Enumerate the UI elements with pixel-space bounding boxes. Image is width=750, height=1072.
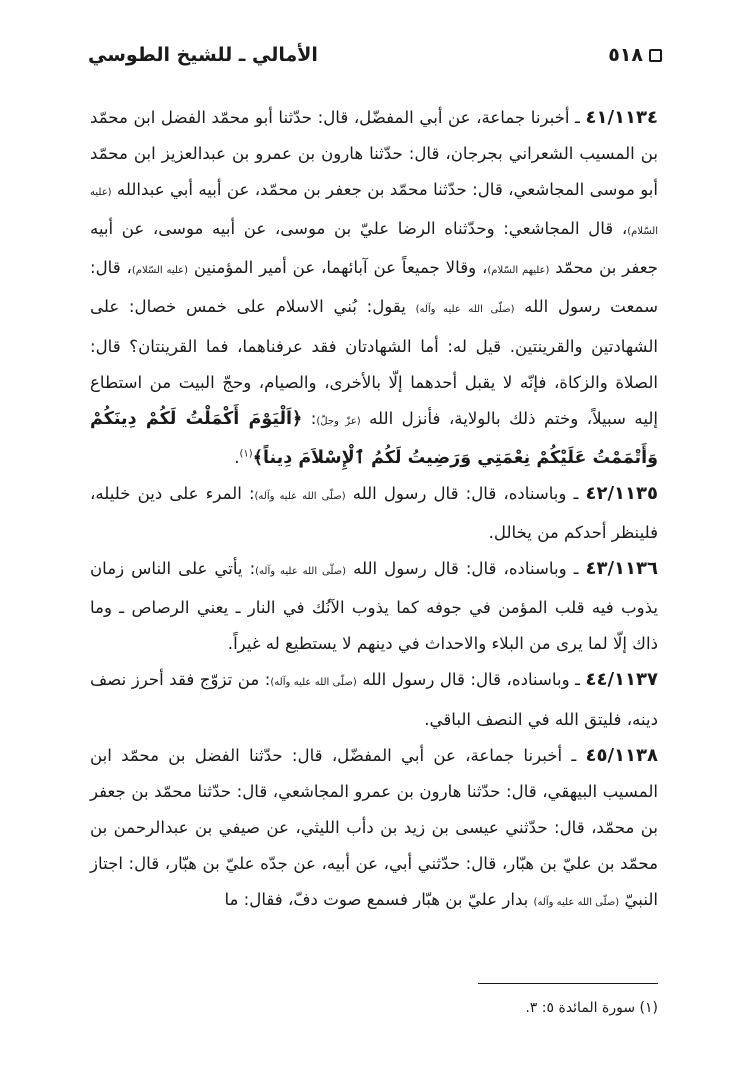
honorific: (صلّى الله عليه وآله) bbox=[254, 490, 346, 502]
hadith-text: : يأتي على الناس زمان يذوب فيه قلب المؤمن في جوفه كما يذوب الآنُك في النار ـ يعني الرصاص ـ وما ذاك إلّا لما يرى من البلاء والاحداث في دينهم لا يستطيع له غيراً. bbox=[90, 559, 658, 654]
hadith-text: : bbox=[302, 408, 317, 428]
hadith-text: ـ وباسناده، قال: قال رسول الله bbox=[346, 559, 586, 579]
hadith-paragraph bbox=[90, 738, 658, 921]
hadith-text: ، قال المجاشعي: وحدّثناه الرضا عليّ بن موسى، عن أبيه موسى، عن أبيه جعفر بن محمّد bbox=[90, 219, 658, 278]
honorific: (صلّى الله عليه وآله) bbox=[533, 896, 620, 908]
hadith-paragraph bbox=[90, 551, 658, 662]
hadith-number: ٤٥/١١٣٨ bbox=[585, 744, 658, 766]
honorific: (عليهم السّلام) bbox=[487, 265, 550, 277]
hadith-text: ـ أخبرنا جماعة، عن أبي المفضّل، قال: حدّثنا أبو محمّد الفضل ابن محمّد بن المسيب الشعراني بجرجان، قال: حدّثنا هارون بن عمرو بن عبدالعزيز ابن محمّد أبو موسى المجاشعي، قال: حدّثنا محمّد بن جعفر بن محمّد، عن أبيه أبي عبدالله bbox=[90, 108, 658, 200]
footnote: (١) سورة المائدة ٥: ٣. bbox=[525, 1000, 658, 1016]
hadith-number: ٤١/١١٣٤ bbox=[585, 107, 658, 128]
honorific: (عليه السّلام) bbox=[90, 187, 658, 238]
hadith-text: يقول: بُني الاسلام على خمس خصال: على الشهادتين والقرينتين. قيل له: أما الشهادتان فقد عرفناهما، فما القرينتان؟ قال: الصلاة والزكاة، فإنّه لا يقبل أحدهما إلّا بالأخرى، والصيام، وحجّ البيت من استطاع إليه سبيلاً، وختم ذلك بالولاية، فأنزل الله bbox=[90, 297, 658, 428]
hadith-text: ، وقالا جميعاً عن آبائهما، عن أمير المؤمنين bbox=[188, 258, 488, 278]
hadith-number: ٤٤/١١٣٧ bbox=[585, 669, 658, 691]
hadith-paragraph bbox=[90, 476, 658, 551]
hadith-number: ٤٣/١١٣٦ bbox=[585, 558, 658, 580]
square-marker-icon bbox=[649, 49, 662, 62]
hadith-text: ـ أخبرنا جماعة، عن أبي المفضّل، قال: حدّثنا الفضل بن محمّد ابن المسيب البيهقي، قال: حدّثنا هارون بن عمرو المجاشعي، قال: حدّثنا محمّد بن جعفر بن محمّد، قال: حدّثني عيسى بن زيد بن دأب الليثي، عن صيفي بن عبدالرحمن بن محمّد بن عليّ بن هبّار، قال: حدّثني أبي، عن أبيه، عن جدّه عليّ بن هبّار، قال: اجتاز النبيّ bbox=[90, 745, 658, 909]
footnote-marker: (١) bbox=[239, 448, 253, 460]
honorific: (صلّى الله عليه وآله) bbox=[255, 566, 347, 578]
page-header bbox=[88, 38, 662, 72]
page-number: ٥١٨ bbox=[608, 44, 643, 66]
hadith-text: : من تزوّج فقد أحرز نصف دينه، فليتق الله في النصف الباقي. bbox=[90, 670, 658, 729]
hadith-text: بدار عليّ بن هبّار فسمع صوت دفّ، فقال: ما bbox=[224, 889, 534, 909]
hadith-paragraph bbox=[90, 100, 658, 476]
honorific: (عليه السّلام) bbox=[131, 265, 189, 277]
hadith-text: ، قال: سمعت رسول الله bbox=[90, 258, 658, 317]
hadith-text: : المرء على دين خليله، فلينظر أحدكم من يخالل. bbox=[90, 483, 658, 543]
honorific: (صلّى الله عليه وآله) bbox=[415, 304, 515, 316]
honorific: (عزّ وجلّ) bbox=[316, 415, 361, 427]
hadith-paragraph bbox=[90, 662, 658, 737]
book-title: الأمالي ـ للشيخ الطوسي bbox=[88, 44, 318, 66]
hadith-text: . bbox=[234, 447, 240, 467]
hadith-number: ٤٢/١١٣٥ bbox=[585, 482, 658, 504]
page-number-block bbox=[608, 44, 662, 66]
honorific: (صلّى الله عليه وآله) bbox=[270, 677, 357, 689]
quran-verse: ﴿اَلْيَوْمَ أَكْمَلْتُ لَكُمْ دِينَكُمْ وَأَتْمَمْتُ عَلَيْكُمْ نِعْمَتِي وَرَضِيتُ لَكُمُ ٱلْإِسْلاَمَ دِيناً﴾ bbox=[90, 408, 658, 468]
footnote-divider bbox=[478, 983, 658, 984]
page-body bbox=[90, 100, 658, 921]
hadith-text: ـ وباسناده، قال: قال رسول الله bbox=[345, 483, 586, 503]
hadith-text: ـ وباسناده، قال: قال رسول الله bbox=[356, 670, 586, 690]
